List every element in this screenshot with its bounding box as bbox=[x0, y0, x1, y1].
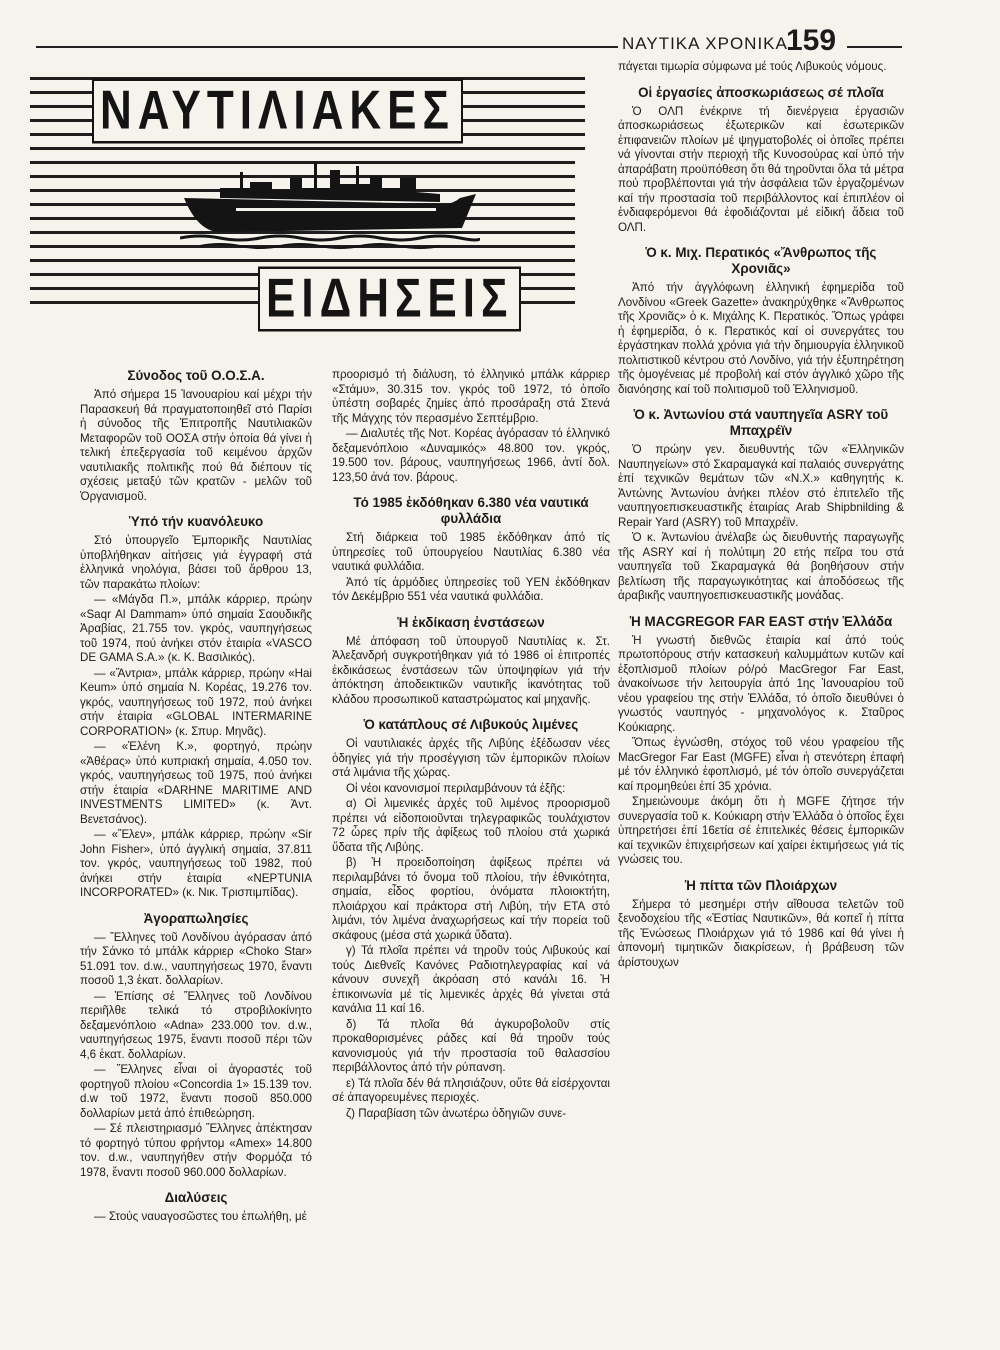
article-text: Οἱ νέοι κανονισμοί περιλαμβάνουν τά ἑξῆς: bbox=[346, 781, 566, 795]
article-text: Ὁ πρώην γεν. διευθυντής τῶν «Ἑλληνικῶν Ναυπηγείων» στό Σκαραμαγκά καί παλαιός συνεργάτης ἐπί τεχνικῶν θεμάτων τῶν «Ν.Χ.» καθηγητής κ. Ἀντώνης Ἀντωνίου ἀνήκει πλέον στό ἐπιτελεῖο τῆς ναυπηγοεπισκευαστικῆς ἑταιρίας Arab Shipbnilding & Repair Yard (ASRY) τοῦ Μπαχρέϊν. bbox=[618, 443, 904, 529]
headline-purchases: Ἀγοραπωλησίες bbox=[143, 910, 249, 926]
article-text: — Στούς ναυαγοσῶστες του ἐπωλήθη, μέ bbox=[94, 1210, 307, 1223]
article-text: — Σέ πλειστηριασμό Ἕλληνες ἀπέκτησαν τό φορτηγό τύπου φρήντομ «Amex» 14.800 τον. d.w., ναυπηγήθεν στήν Φορμόζα τό 1978, ἔναντι ποσοῦ 960.000 δολλαρίων. bbox=[80, 1122, 312, 1179]
article-text: Στή διάρκεια τοῦ 1985 ἐκδόθηκαν ἀπό τίς ὑπηρεσίες τοῦ ὑπουργείου Ναυτιλίας 6.380 νέα ναυτικά φυλλάδια. bbox=[332, 531, 610, 573]
article-text: — Ἐπίσης σέ Ἕλληνες τοῦ Λονδίνου περιῆλθε τελικά τό στροβιλοκίνητο δεξαμενόπλοιο «Adna» 233.000 τον. d.w., ναυπηγήσεως 1975, ἔναντι ποσοῦ πέρι τῶν 4,6 ἑκατ. δολλαρίων. bbox=[80, 989, 312, 1061]
headline-macgregor: Ἡ MACGREGOR FAR EAST στήν Ἑλλάδα bbox=[629, 613, 893, 629]
headline-antoniou: Ὁ κ. Ἀντωνίου στά ναυπηγεῖα ASRY τοῦ Μπαχρέϊν bbox=[633, 407, 889, 438]
column-2 bbox=[332, 368, 610, 1122]
headline-flag: Ὑπό τήν κυανόλευκο bbox=[128, 514, 264, 529]
column-3 bbox=[618, 60, 904, 971]
article-text: Σήμερα τό μεσημέρι στήν αἴθουσα τελετῶν τοῦ ξενοδοχείου τῆς «Ἑστίας Ναυτικῶν», θά κοπεῖ ἡ πίττα τῆς Ἑνώσεως Πλοιάρχων γιά τό 1986 καί θά γίνει ἡ ἀπονομή τιμητικῶν διακρίσεων, ἡ βράβευση τῶν ἀρίστουχων bbox=[618, 897, 904, 969]
headline-objections: Ἡ ἐκδίκαση ἐνστάσεων bbox=[397, 614, 545, 630]
article-text: γ) Τά πλοῖα πρέπει νά τηροῦν τούς Λιβυκούς καί τούς Διεθνεῖς Κανόνες Ραδιοτηλεγραφίας καί νά κάνουν συνεχῆ ἀκρόαση στό κανάλι 16. Ἡ ἐπικοινωνία μέ τίς λιμενικές ἀρχές θά γίνεται στά κανάλια 11 καί 16. bbox=[332, 944, 610, 1015]
article-text: — Ἕλληνες εἶναι οἱ ἀγοραστές τοῦ φορτηγοῦ πλοίου «Concordia 1» 15.139 τον. d.w τοῦ 1972, ἔναντι ποσοῦ 850.000 δολλαρίων μετά ἀπό ἐπιθεώρηση. bbox=[80, 1063, 312, 1120]
cargo-ship-illustration bbox=[180, 158, 480, 258]
article-text: — «Ἄντρια», μπάλκ κάρριερ, πρώην «Hai Keum» ὑπό σημαία Ν. Κορέας, 19.276 τον. γκρός, ναυπηγήσεως τοῦ 1972, πού ἀνήκει στήν ἑταιρία «GLOBAL INTERMARINE CORPORATION» (κ. Σπυρ. Μηνᾶς). bbox=[80, 666, 312, 738]
article-text: Ἀπό σήμερα 15 Ἰανουαρίου καί μέχρι τήν Παρασκευή θά πραγματοποιηθεῖ στό Παρίσι ἡ σύνοδος τῆς Ἐπιτροπῆς Ναυτιλιακῶν Μεταφορῶν τοῦ ΟΟΣΑ στήν ὁποία θά γίνει ἡ τελική ἐπεξεργασία τοῦ κειμένου ἀρχῶν ναυτιλιακῆς πολιτικῆς πού θά διέπουν τίς σχέσεις μεταξύ τῶν κρατῶν - μελῶν τοῦ Ὀργανισμοῦ. bbox=[80, 388, 312, 503]
headline-oosa: Σύνοδος τοῦ Ο.Ο.Σ.Α. bbox=[127, 368, 265, 383]
header-rule-right bbox=[847, 46, 902, 48]
article-text: Μέ ἀπόφαση τοῦ ὑπουργοῦ Ναυτιλίας κ. Στ. Ἀλεξανδρή συγκροτήθηκαν γιά τό 1986 οἱ ἐπιτροπές ἐκδικάσεως ἐνστάσεων τῶν ὑποψηφίων γιά τήν ἀπόκτηση ἀποδεικτικῶν ναυτικῆς ἱκανότητας τοῦ κλάδου προσωπικοῦ καταστρώματος καί μηχανῆς. bbox=[332, 634, 610, 706]
article-text: Σημειώνουμε ἀκόμη ὅτι ἡ MGFE ζήτησε τήν συνεργασία τοῦ κ. Κούκιαρη στήν Ἑλλάδα ὁ ὁποῖος ἔχει ὑπηρετήσει ἐπί 16ετία σέ ἐπιτελικές θέσεις ἐμπορικῶν καί τεχνικῶν ἐπιχειρήσεων καί χαίρει ἐκτιμήσεως γιά τίς γνώσεις του. bbox=[618, 795, 904, 866]
article-text: Στό ὑπουργεῖο Ἐμπορικῆς Ναυτιλίας ὑποβλήθηκαν αἰτήσεις γιά ἐγγραφή στά ἑλληνικά νηολόγια, βάσει τοῦ ἄρθρου 13, τῶν παρακάτω πλοίων: bbox=[80, 534, 312, 591]
article-text: — «Ἑλένη Κ.», φορτηγό, πρώην «Ἀθέρας» ὑπό κυπριακή σημαία, 4.050 τον. γκρός, ναυπηγήσεως τοῦ 1975, πού ἀνήκει στήν ἑταιρία «DARHNE MARITIME AND INVESTMENTS LIMITED» (κ. Ἀντ. Βενετσάνος). bbox=[80, 740, 312, 826]
column-1 bbox=[80, 368, 312, 1226]
journal-name: ΝΑΥΤΙΚΑ ΧΡΟΝΙΚΑ bbox=[622, 34, 788, 53]
article-text: Ἀπό τίς ἁρμόδιες ὑπηρεσίες τοῦ ΥΕΝ ἐκδόθηκαν τόν Δεκέμβριο 551 νέα ναυτικά φυλλάδια. bbox=[332, 575, 610, 603]
masthead-title-bottom: ΕΙΔΗΣΕΙΣ bbox=[258, 267, 521, 332]
article-text: — Ἕλληνες τοῦ Λονδίνου ἀγόρασαν ἀπό τήν Σάνκο τό μπάλκ κάρριερ «Choko Star» 51.091 τον. d.w., ναυπηγήσεως 1970, ἔναντι ποσοῦ 1,3 ἑκατ. δολλαρίων. bbox=[80, 930, 312, 987]
article-text: β) Ἡ προειδοποίηση ἀφίξεως πρέπει νά περιλαμβάνει τό ὄνομα τοῦ πλοίου, τήν ἐθνικότητα, σημαία, εἶδος φορτίου, ὀνόματα πλοιοκτήτη, πλοιάρχου καί πράκτορα στή Λιβύη, τήν ΕΤΑ στό λιμάνι, τόν λιμένα ἀναχωρήσεως καί τήν πορεία τοῦ σκάφους (μέσα στά χωρικά ὕδατα). bbox=[332, 856, 610, 942]
article-text: ε) Τά πλοῖα δέν θά πλησιάζουν, οὔτε θά εἰσέρχονται σέ ἀπαγορευμένες περιοχές. bbox=[332, 1076, 610, 1104]
article-text: Ὁ κ. Ἀντωνίου ἀνέλαβε ὡς διευθυντής παραγωγῆς τῆς ASRY καί ἡ πολύτιμη 20 ετής πεῖρα του στά ναυπηγεῖα τοῦ Σκαραμαγκά θά βοηθήσουν στήν βελτίωση τῆς παραγωγικότητας καί ἀποδόσεως τῆς ἀραβικῆς ναυπηγοεπισκευαστικῆς μονάδας. bbox=[618, 531, 904, 602]
article-text: πάγεται τιμωρία σύμφωνα μέ τούς Λιβυκούς νόμους. bbox=[618, 60, 887, 73]
article-text: — «Ἕλεν», μπάλκ κάρριερ, πρώην «Sir John Fisher», ὑπό ἀγγλική σημαία, 37.811 τον. γκρός, ναυπηγήσεως τοῦ 1982, πού ἀνήκει στήν ἑταιρία «NEPTUNIA INCORPORATED» (κ. Νικ. Τρισπιμπίδας). bbox=[80, 828, 312, 899]
article-text: Ἀπό τήν ἀγγλόφωνη ἑλληνική ἐφημερίδα τοῦ Λονδίνου «Greek Gazette» ἀνακηρύχθηκε «Ἄνθρωπος τῆς Χρονιᾶς» ὁ κ. Μιχάλης Κ. Περατικός. Ὅπως γράφει ἡ ἐφημερίδα, ὁ κ. Περατικός καί οἱ συνεργάτες του ἐργάστηκαν πολλά χρόνια γιά τήν δημιουργία ἑλληνικοῦ πολιτιστικοῦ κέντρου στό Λονδίνο, γιά τήν ἐξυπηρέτηση τῆς ὁμογένειας μέ προβολή καί στόν ἀγγλικό χῶρο τῆς διανόησης καί τοῦ πολιτισμοῦ τοῦ Ἑλληνισμοῦ. bbox=[618, 281, 904, 396]
headline-cleaning: Οἱ ἐργασίες ἀποσκωριάσεως σέ πλοῖα bbox=[638, 84, 884, 100]
header-rule-left bbox=[36, 46, 618, 48]
article-text: — Διαλυτές τῆς Νοτ. Κορέας ἀγόρασαν τό ἑλληνικό δεξαμενόπλοιο «Δυναμικός» 48.800 τον. γκρός, 19.500 τον. βάρους, ναυπηγήσεως 1966, ἀντί δολ. 123,50 ἀνά τον. βάρους. bbox=[332, 427, 610, 484]
page-number: 159 bbox=[786, 24, 837, 57]
headline-pita: Ἡ πίττα τῶν Πλοιάρχων bbox=[684, 877, 838, 893]
article-text: Οἱ ναυτιλιακές ἀρχές τῆς Λιβύης ἐξέδωσαν νέες ὁδηγίες γιά τήν προσέγγιση τῶν ἐμπορικῶν πλοίων στά λιμάνια τῆς χώρας. bbox=[332, 737, 610, 779]
article-text: προορισμό τή διάλυση, τό ἑλληνικό μπάλκ κάρριερ «Στάμυ», 30.315 τον. γκρός τοῦ 1972, τό ὁποῖο ὑπέστη σοβαρές ζημίες ἀπό προσάραξη στά Στενά τῆς Μάγχης τόν περασμένο Σεπτέμβριο. bbox=[332, 368, 610, 425]
headline-libya: Ὁ κατάπλους σέ Λιβυκούς λιμένες bbox=[363, 717, 579, 732]
headline-booklets: Τό 1985 ἐκδόθηκαν 6.380 νέα ναυτικά φυλλάδια bbox=[353, 495, 589, 526]
article-text: Ὁ ΟΛΠ ἐνέκρινε τή διενέργεια ἐργασιῶν ἀποσκωριάσεως ἐξωτερικῶν καί ἐσωτερικῶν ἐπιφανειῶν πλοίων μέ ψηγματοβολές οἱ ὁποῖες πρέπει νά γίνονται στήν περιοχή τῆς Κυνοσούρας καί ὑπό τήν ἀπαράβατη προϋπόθεση ὅτι θά τηροῦνται ὅλα τά μέτρα πού προβλέπονται γιά τήν ἀσφάλεια τῶν ἐργαζομένων καί τήν προστασία τοῦ περιβάλλοντος καί ἐπιπλέον οἱ ἐνδιαφερόμενοι θά ἐφοδιάζονται μέ εἰδική ἄδεια τοῦ ΟΛΠ. bbox=[618, 104, 904, 234]
article-text: Ὅπως ἐγνώσθη, στόχος τοῦ νέου γραφείου τῆς MacGregor Far East (MGFE) εἶναι ἡ στενότερη ἐπαφή μέ τόν ἑλληνικό ἐφοπλισμό, μέ τόν ὁποῖο συνεργάζεται καί προμηθεύει ἐπί 35 χρόνια. bbox=[618, 736, 904, 793]
masthead-title-top: ΝΑΥΤΙΛΙΑΚΕΣ bbox=[92, 79, 463, 144]
article-text: ζ) Παραβίαση τῶν ἀνωτέρω ὁδηγιῶν συνε- bbox=[346, 1106, 567, 1120]
section-masthead bbox=[30, 55, 610, 350]
headline-peratikos: Ὁ κ. Μιχ. Περατικός «Ἄνθρωπος τῆς Χρονιᾶς» bbox=[645, 245, 877, 276]
article-text: — «Μάγδα Π.», μπάλκ κάρριερ, πρώην «Saqr Al Dammam» ὑπό σημαία Σαουδικῆς Ἀραβίας, 21.755 τον. γκρός, ναυπηγήσεως τοῦ 1974, πού ἀνήκει στόν ἑταιρία «VASCO DE GAMA S.A.» (κ. Κ. Βασιλικός). bbox=[80, 593, 312, 664]
headline-scrapping: Διαλύσεις bbox=[164, 1190, 228, 1205]
article-text: δ) Τά πλοῖα θά ἀγκυροβολοῦν στίς προκαθορισμένες ράδες καί θά τηροῦν τούς κανονισμούς γιά τήν προστασία τοῦ θαλασσίου περιβάλλοντος ἀπό τήν ρύπανση. bbox=[332, 1017, 610, 1074]
article-text: α) Οἱ λιμενικές ἀρχές τοῦ λιμένος προορισμοῦ πρέπει νά εἰδοποιοῦνται τηλεγραφικῶς τουλάχιστον 72 ὧρες πρίν τῆς ἀφίξεως τοῦ πλοίου στά χωρικά ὕδατα τῆς Λιβύης. bbox=[332, 797, 610, 854]
article-text: Ἡ γνωστή διεθνῶς ἑταιρία καί ἀπό τούς πρωτοπόρους στήν κατασκευή καλυμμάτων κυτῶν καί ἐξοπλισμοῦ πλοίων ρό/ρό MacGregor Far East, ἀνακοίνωσε τήν λειτουργία ἀπό 1ης Ἰανουαρίου τοῦ νέου γραφείου της στήν Ἑλλάδα, τό ὁποῖο διευθύνει ὁ γνωστός ναυπηγός - μηχανολόγος κ. Σταῦρος Κούκιαρης. bbox=[618, 633, 904, 734]
